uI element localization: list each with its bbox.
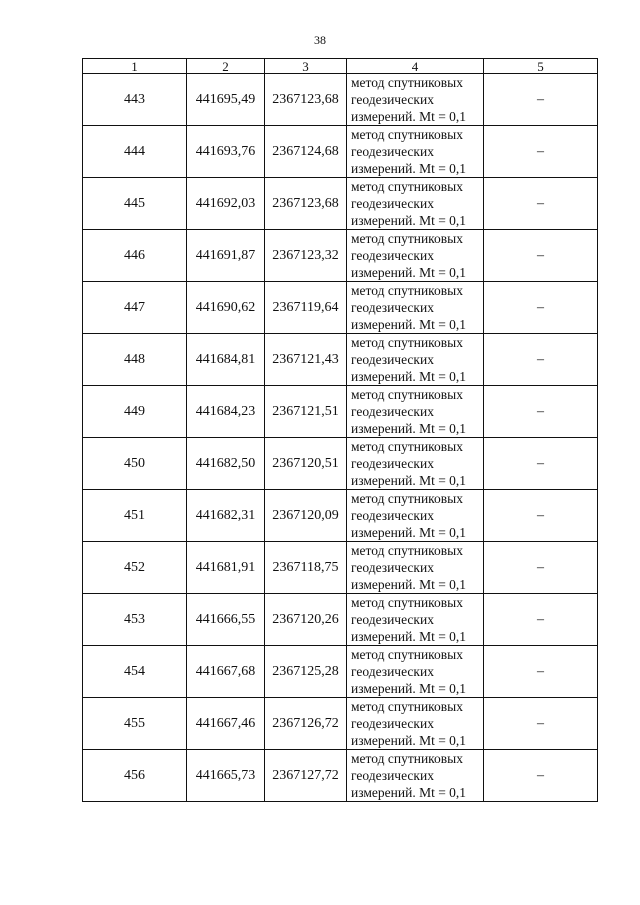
x-coordinate-cell: 441665,73 bbox=[187, 750, 265, 802]
x-coordinate-cell: 441684,23 bbox=[187, 386, 265, 438]
y-coordinate-cell: 2367118,75 bbox=[265, 542, 347, 594]
method-line: измерений. Mt = 0,1 bbox=[351, 577, 467, 592]
table-row bbox=[83, 126, 598, 178]
y-coordinate-cell: 2367126,72 bbox=[265, 698, 347, 750]
header-col-1: 1 bbox=[83, 59, 187, 74]
table-row bbox=[83, 750, 598, 802]
table-row bbox=[83, 698, 598, 750]
y-coordinate-cell: 2367124,68 bbox=[265, 126, 347, 178]
method-line: измерений. Mt = 0,1 bbox=[351, 473, 467, 488]
table-row bbox=[83, 230, 598, 282]
method-line: метод спутниковых bbox=[351, 127, 463, 142]
y-coordinate-cell: 2367125,28 bbox=[265, 646, 347, 698]
method-line: измерений. Mt = 0,1 bbox=[351, 213, 467, 228]
x-coordinate-cell: 441667,68 bbox=[187, 646, 265, 698]
col5-cell: – bbox=[484, 178, 598, 230]
method-line: измерений. Mt = 0,1 bbox=[351, 369, 467, 384]
col5-cell: – bbox=[484, 282, 598, 334]
method-cell bbox=[347, 438, 484, 490]
col5-cell: – bbox=[484, 594, 598, 646]
method-line: геодезических bbox=[351, 352, 434, 367]
point-number-cell: 448 bbox=[83, 334, 187, 386]
header-row bbox=[83, 59, 598, 74]
y-coordinate-cell: 2367119,64 bbox=[265, 282, 347, 334]
y-coordinate-cell: 2367121,43 bbox=[265, 334, 347, 386]
col5-cell: – bbox=[484, 698, 598, 750]
x-coordinate-cell: 441693,76 bbox=[187, 126, 265, 178]
method-line: измерений. Mt = 0,1 bbox=[351, 681, 467, 696]
x-coordinate-cell: 441684,81 bbox=[187, 334, 265, 386]
method-line: измерений. Mt = 0,1 bbox=[351, 785, 467, 800]
table-row bbox=[83, 542, 598, 594]
header-col-4: 4 bbox=[347, 59, 484, 74]
method-line: геодезических bbox=[351, 768, 434, 783]
table-row bbox=[83, 334, 598, 386]
y-coordinate-cell: 2367127,72 bbox=[265, 750, 347, 802]
table-row bbox=[83, 386, 598, 438]
table-body bbox=[83, 74, 598, 802]
coordinates-table bbox=[82, 58, 598, 802]
method-line: геодезических bbox=[351, 404, 434, 419]
method-line: метод спутниковых bbox=[351, 595, 463, 610]
method-line: геодезических bbox=[351, 612, 434, 627]
method-cell bbox=[347, 646, 484, 698]
point-number-cell: 444 bbox=[83, 126, 187, 178]
x-coordinate-cell: 441666,55 bbox=[187, 594, 265, 646]
point-number-cell: 450 bbox=[83, 438, 187, 490]
y-coordinate-cell: 2367120,09 bbox=[265, 490, 347, 542]
col5-cell: – bbox=[484, 386, 598, 438]
method-line: измерений. Mt = 0,1 bbox=[351, 317, 467, 332]
method-line: геодезических bbox=[351, 560, 434, 575]
method-line: геодезических bbox=[351, 456, 434, 471]
point-number-cell: 443 bbox=[83, 74, 187, 126]
method-line: геодезических bbox=[351, 664, 434, 679]
x-coordinate-cell: 441682,50 bbox=[187, 438, 265, 490]
method-line: метод спутниковых bbox=[351, 491, 463, 506]
point-number-cell: 456 bbox=[83, 750, 187, 802]
method-line: измерений. Mt = 0,1 bbox=[351, 265, 467, 280]
method-cell bbox=[347, 698, 484, 750]
method-line: метод спутниковых bbox=[351, 335, 463, 350]
method-cell bbox=[347, 594, 484, 646]
col5-cell: – bbox=[484, 230, 598, 282]
method-line: измерений. Mt = 0,1 bbox=[351, 421, 467, 436]
method-cell bbox=[347, 282, 484, 334]
table-header bbox=[83, 59, 598, 74]
x-coordinate-cell: 441692,03 bbox=[187, 178, 265, 230]
x-coordinate-cell: 441691,87 bbox=[187, 230, 265, 282]
method-cell bbox=[347, 126, 484, 178]
method-cell bbox=[347, 490, 484, 542]
method-cell bbox=[347, 542, 484, 594]
method-line: метод спутниковых bbox=[351, 647, 463, 662]
x-coordinate-cell: 441695,49 bbox=[187, 74, 265, 126]
method-line: метод спутниковых bbox=[351, 699, 463, 714]
method-line: измерений. Mt = 0,1 bbox=[351, 161, 467, 176]
header-col-5: 5 bbox=[484, 59, 598, 74]
method-line: метод спутниковых bbox=[351, 751, 463, 766]
x-coordinate-cell: 441690,62 bbox=[187, 282, 265, 334]
header-col-2: 2 bbox=[187, 59, 265, 74]
table-row bbox=[83, 594, 598, 646]
method-line: метод спутниковых bbox=[351, 75, 463, 90]
y-coordinate-cell: 2367123,68 bbox=[265, 74, 347, 126]
col5-cell: – bbox=[484, 646, 598, 698]
table-row bbox=[83, 438, 598, 490]
y-coordinate-cell: 2367120,51 bbox=[265, 438, 347, 490]
col5-cell: – bbox=[484, 74, 598, 126]
point-number-cell: 455 bbox=[83, 698, 187, 750]
point-number-cell: 454 bbox=[83, 646, 187, 698]
x-coordinate-cell: 441682,31 bbox=[187, 490, 265, 542]
col5-cell: – bbox=[484, 750, 598, 802]
point-number-cell: 449 bbox=[83, 386, 187, 438]
method-line: метод спутниковых bbox=[351, 283, 463, 298]
y-coordinate-cell: 2367123,32 bbox=[265, 230, 347, 282]
method-cell bbox=[347, 178, 484, 230]
method-line: геодезических bbox=[351, 300, 434, 315]
x-coordinate-cell: 441681,91 bbox=[187, 542, 265, 594]
page-number: 38 bbox=[314, 33, 326, 47]
method-cell bbox=[347, 386, 484, 438]
method-line: метод спутниковых bbox=[351, 387, 463, 402]
col5-cell: – bbox=[484, 126, 598, 178]
method-line: метод спутниковых bbox=[351, 231, 463, 246]
method-line: геодезических bbox=[351, 144, 434, 159]
method-line: геодезических bbox=[351, 508, 434, 523]
method-cell bbox=[347, 334, 484, 386]
y-coordinate-cell: 2367123,68 bbox=[265, 178, 347, 230]
point-number-cell: 446 bbox=[83, 230, 187, 282]
col5-cell: – bbox=[484, 542, 598, 594]
point-number-cell: 451 bbox=[83, 490, 187, 542]
col5-cell: – bbox=[484, 438, 598, 490]
method-line: измерений. Mt = 0,1 bbox=[351, 629, 467, 644]
method-line: геодезических bbox=[351, 248, 434, 263]
method-line: измерений. Mt = 0,1 bbox=[351, 733, 467, 748]
method-line: метод спутниковых bbox=[351, 179, 463, 194]
table-row bbox=[83, 74, 598, 126]
col5-cell: – bbox=[484, 490, 598, 542]
method-cell bbox=[347, 230, 484, 282]
table-row bbox=[83, 282, 598, 334]
method-line: измерений. Mt = 0,1 bbox=[351, 525, 467, 540]
table-row bbox=[83, 490, 598, 542]
point-number-cell: 445 bbox=[83, 178, 187, 230]
y-coordinate-cell: 2367121,51 bbox=[265, 386, 347, 438]
table-row bbox=[83, 178, 598, 230]
method-cell bbox=[347, 74, 484, 126]
method-line: метод спутниковых bbox=[351, 543, 463, 558]
col5-cell: – bbox=[484, 334, 598, 386]
method-line: геодезических bbox=[351, 92, 434, 107]
method-line: измерений. Mt = 0,1 bbox=[351, 109, 467, 124]
method-line: метод спутниковых bbox=[351, 439, 463, 454]
y-coordinate-cell: 2367120,26 bbox=[265, 594, 347, 646]
point-number-cell: 453 bbox=[83, 594, 187, 646]
table-row bbox=[83, 646, 598, 698]
point-number-cell: 452 bbox=[83, 542, 187, 594]
method-line: геодезических bbox=[351, 196, 434, 211]
point-number-cell: 447 bbox=[83, 282, 187, 334]
header-col-3: 3 bbox=[265, 59, 347, 74]
method-cell bbox=[347, 750, 484, 802]
x-coordinate-cell: 441667,46 bbox=[187, 698, 265, 750]
method-line: геодезических bbox=[351, 716, 434, 731]
